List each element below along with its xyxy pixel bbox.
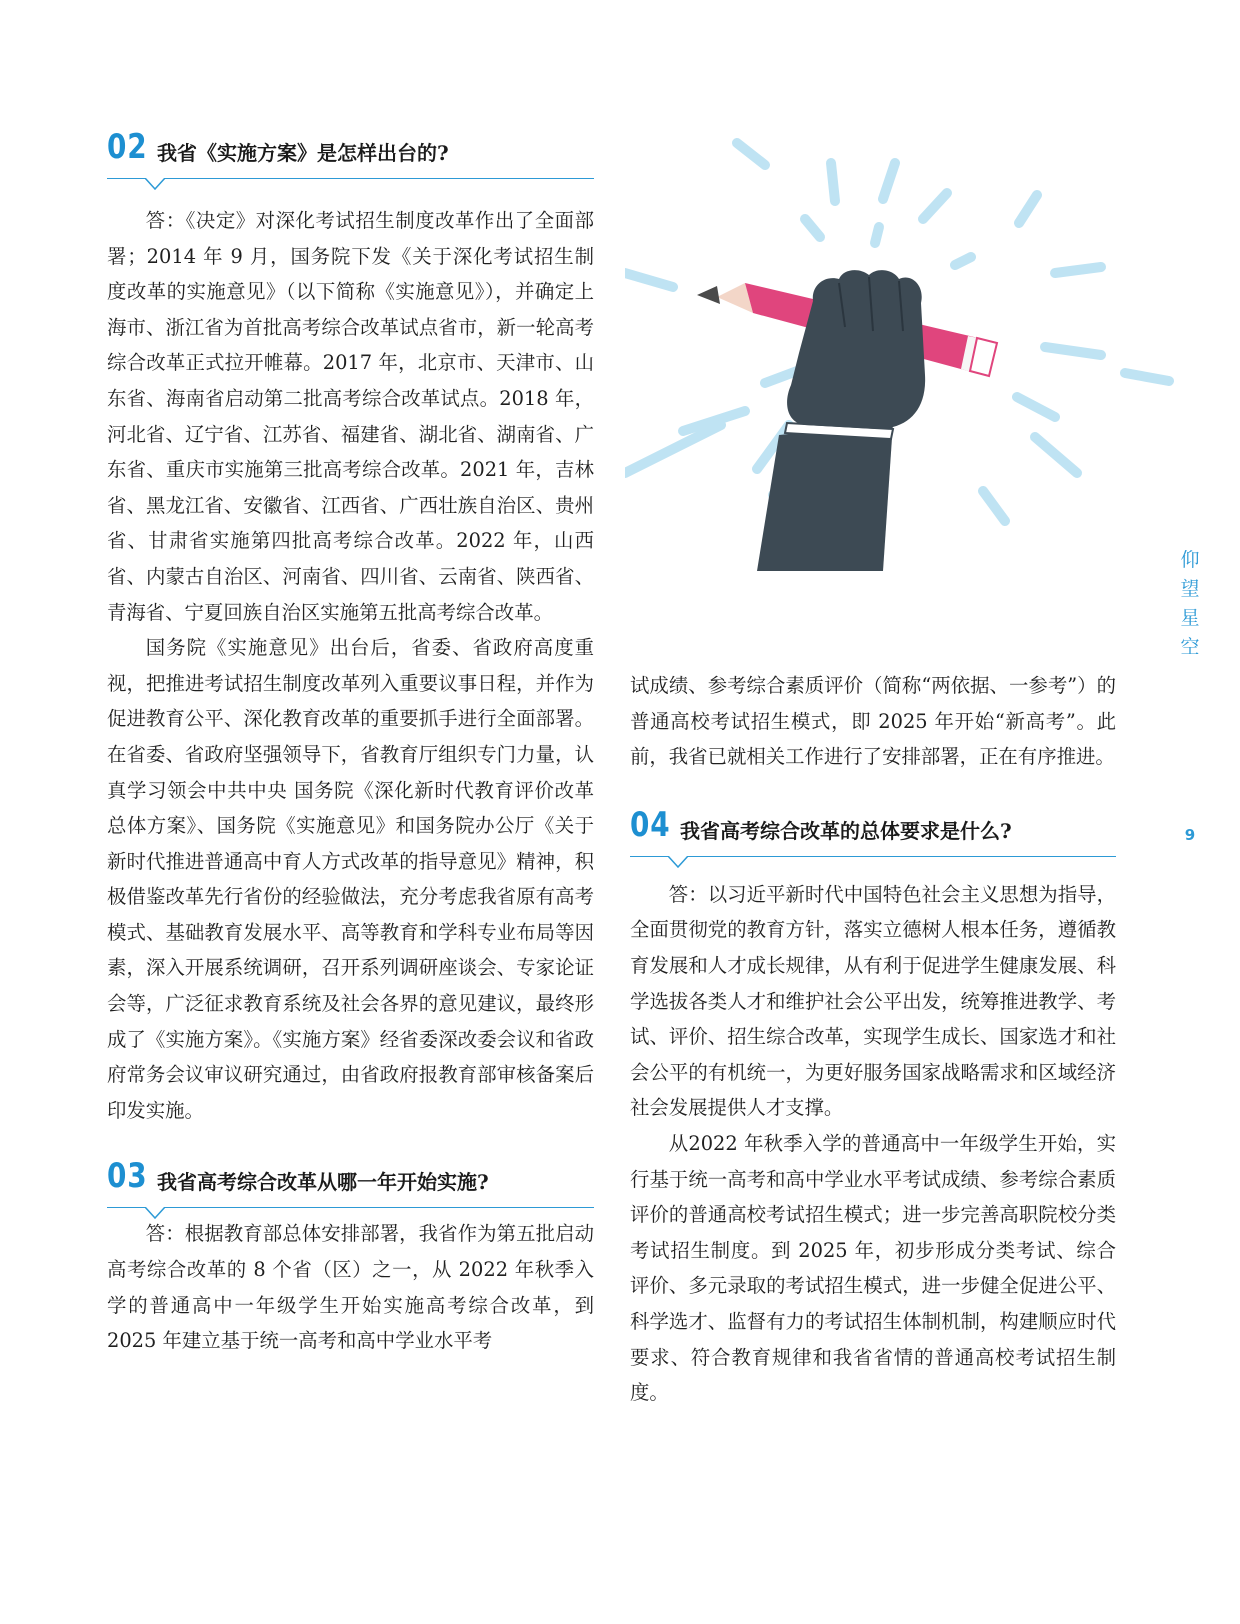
answer-paragraph: 从2022 年秋季入学的普通高中一年级学生开始，实行基于统一高考和高中学业水平考试成绩、参考综合素质评价的普通高校考试招生模式；进一步完善高职院校分类考试招生制度。到 2025 年，初步形成分类考试、综合评价、多元录取的考试招生模式，进一步健全促进公平、科学选才、监督有力的考试招生体制机制，构建顺应时代要求、符合教育规律和我省省情的普通高校考试招生制度。 [630,1131,1116,1405]
side-title-char: 望 [1180,578,1200,600]
heading-divider [630,856,1116,857]
section-title: 我省高考综合改革的总体要求是什么? [680,818,1012,843]
arm-icon [757,423,893,571]
section-number: 04 [630,804,671,845]
section-heading-03 [107,1154,594,1212]
section-title: 我省高考综合改革从哪一年开始实施? [157,1170,489,1195]
answer-paragraph: 答：《决定》对深化考试招生制度改革作出了全面部署；2014 年 9 月，国务院下发《关于深化考试招生制度改革的实施意见》（以下简称《实施意见》），并确定上海市、浙江省为首批高考综合改革试点省市，新一轮高考综合改革正式拉开帷幕。2017 年，北京市、天津市、山东省、海南省启动第二批高考综合改革试点。2018 年，河北省、辽宁省、江苏省、福建省、湖北省、湖南省、广东省、重庆市实施第三批高考综合改革。2021 年，吉林省、黑龙江省、安徽省、江西省、广西壮族自治区、贵州省、甘肃省实施第四批高考综合改革。2022 年，山西省、内蒙古自治区、河南省、四川省、云南省、陕西省、青海省、宁夏回族自治区实施第五批高考综合改革。 [107,209,594,624]
section-heading-04 [630,803,1116,861]
answer-paragraph: 国务院《实施意见》出台后，省委、省政府高度重视，把推进考试招生制度改革列入重要议事日程，并作为促进教育公平、深化教育改革的重要抓手进行全面部署。在省委、省政府坚强领导下，省教育厅组织专门力量，认真学习领会中共中央 国务院《深化新时代教育评价改革总体方案》、国务院《实施意见》和国务院办公厅《关于新时代推进普通高中育人方式改革的指导意见》精神，积极借鉴改革先行省份的经验做法，充分考虑我省原有高考模式、基础教育发展水平、高等教育和学科专业布局等因素，深入开展系统调研，召开系列调研座谈会、专家论证会等，广泛征求教育系统及社会各界的意见建议，最终形成了《实施方案》。《实施方案》经省委深改委会议和省政府常务会议审议研究通过，由省政府报教育部审核备案后印发实施。 [107,636,594,1122]
section-title: 我省《实施方案》是怎样出台的? [157,141,449,165]
side-title-char: 仰 [1180,549,1200,571]
heading-notch-icon [668,856,688,869]
right-column [630,668,1116,1411]
side-title-char: 空 [1180,636,1200,658]
answer-paragraph-continued: 试成绩、参考综合素质评价（简称“两依据、一参考”）的普通高校考试招生模式，即 2025 年开始“新高考”。此前，我省已就相关工作进行了安排部署，正在有序推进。 [630,674,1116,769]
side-title-char: 星 [1180,607,1200,629]
answer-paragraph: 答：根据教育部总体安排部署，我省作为第五批启动高考综合改革的 8 个省（区）之一，从 2022 年秋季入学的普通高中一年级学生开始实施高考综合改革，到 2025 年建立基于统一高考和高中学业水平考 [107,1222,594,1353]
fist-holding-pencil-icon [625,135,1185,605]
left-column [107,125,594,1359]
section-heading-02 [107,125,594,183]
fist-icon [787,270,925,429]
heading-notch-icon [145,1207,165,1220]
heading-divider [107,178,594,179]
section-number: 02 [107,127,148,167]
heading-divider [107,1207,594,1208]
page-number: 9 [1184,826,1196,844]
section-number: 03 [107,1156,148,1197]
side-column-title [1177,546,1203,662]
heading-notch-icon [145,178,165,191]
answer-paragraph: 答：以习近平新时代中国特色社会主义思想为指导，全面贯彻党的教育方针，落实立德树人根本任务，遵循教育发展和人才成长规律，从有利于促进学生健康发展、科学选拔各类人才和维护社会公平出发，统筹推进教学、考试、评价、招生综合改革，实现学生成长、国家选才和社会公平的有机统一，为更好服务国家战略需求和区域经济社会发展提供人才支撑。 [630,882,1116,1120]
